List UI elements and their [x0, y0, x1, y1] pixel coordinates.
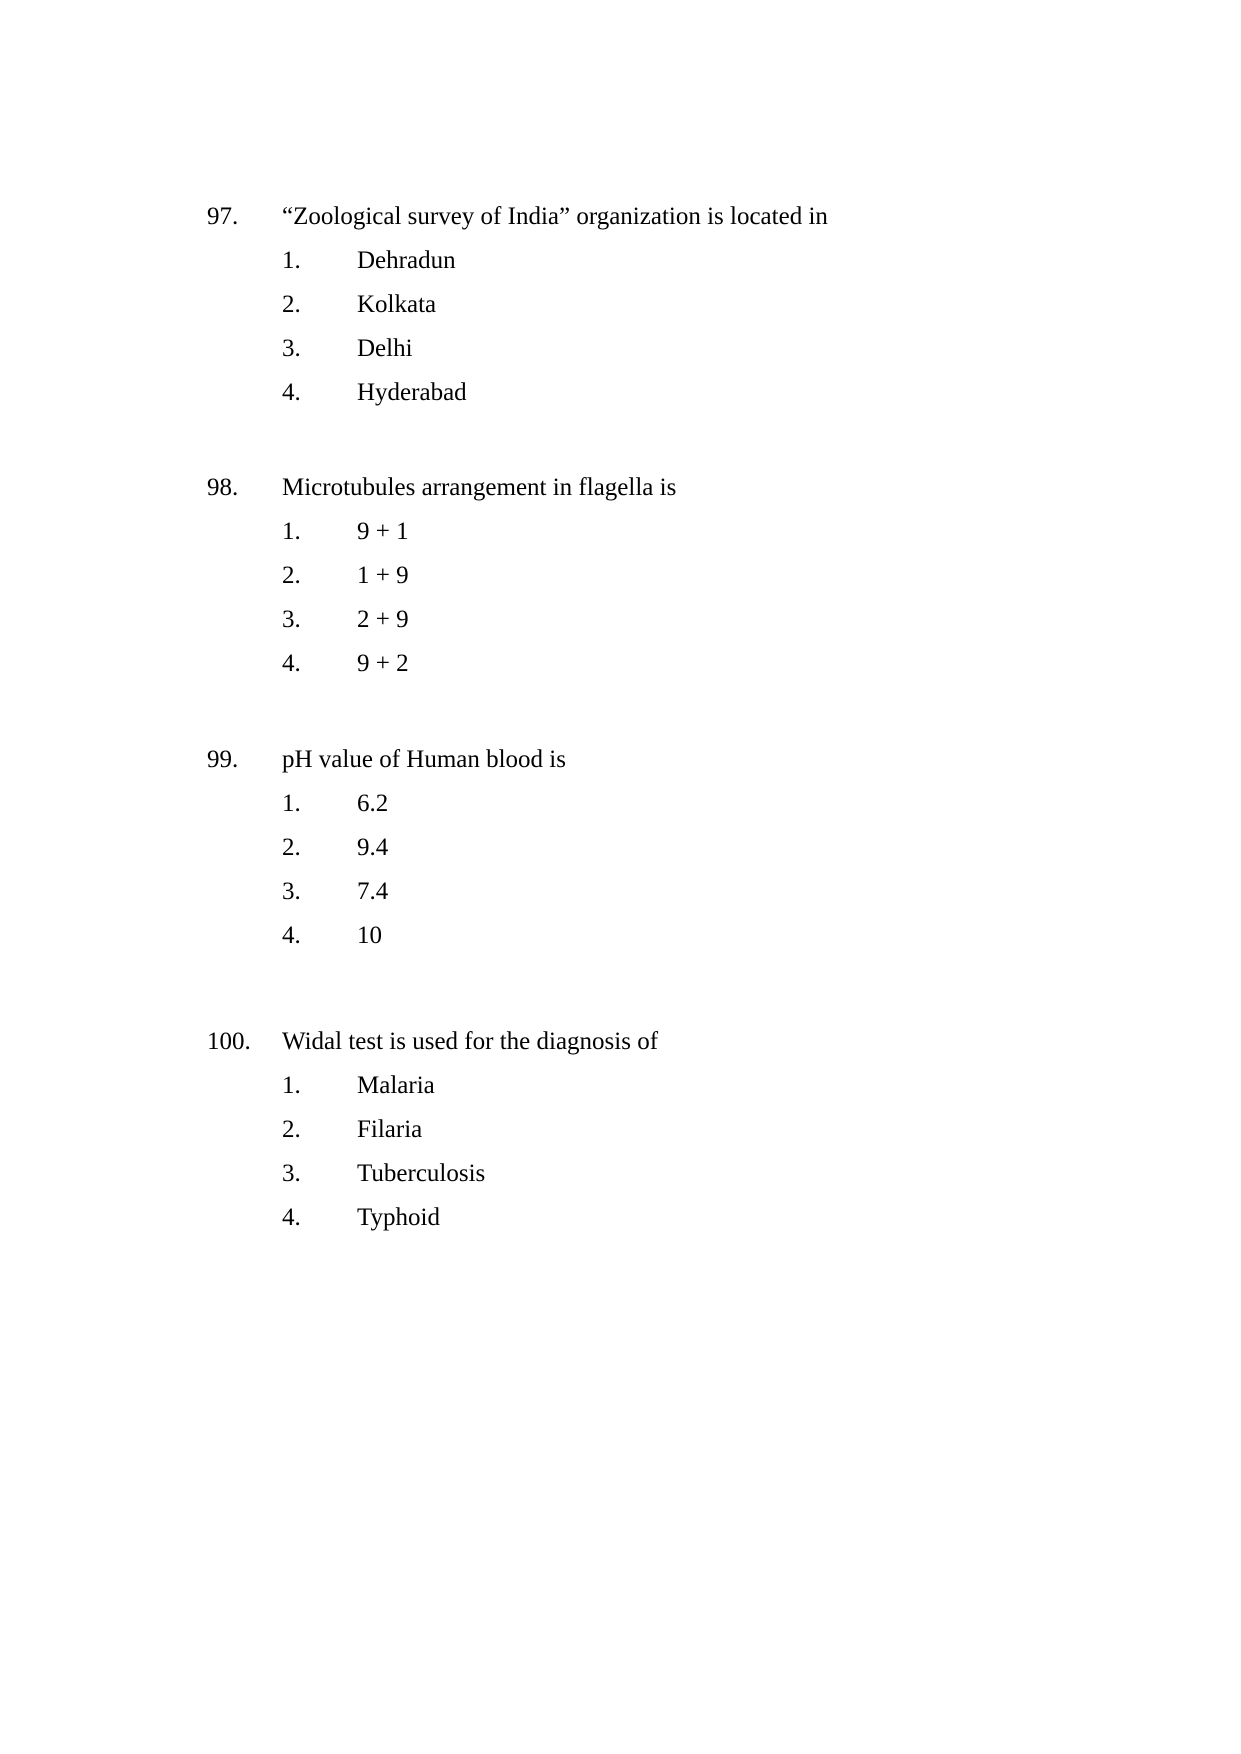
question-text: “Zoological survey of India” organization is located in [282, 203, 828, 230]
option-number: 3. [282, 878, 301, 905]
question-100 [0, 1027, 1241, 1247]
question-text: Widal test is used for the diagnosis of [282, 1028, 659, 1055]
option-number: 2. [282, 1116, 301, 1143]
option-text: Delhi [357, 335, 413, 362]
option-number: 1. [282, 790, 301, 817]
option-item [0, 789, 1241, 819]
question-number: 100. [207, 1028, 251, 1055]
option-number: 4. [282, 650, 301, 677]
option-item [0, 1203, 1241, 1233]
question-number: 99. [207, 746, 239, 773]
option-number: 4. [282, 379, 301, 406]
option-list [0, 517, 1241, 679]
question-header [0, 745, 1241, 775]
option-item [0, 334, 1241, 364]
question-header [0, 473, 1241, 503]
question-number: 97. [207, 203, 239, 230]
option-text: Tuberculosis [357, 1160, 486, 1187]
option-list [0, 246, 1241, 408]
option-text: 2 + 9 [357, 606, 409, 633]
option-item [0, 246, 1241, 276]
option-number: 3. [282, 606, 301, 633]
option-item [0, 1071, 1241, 1101]
option-number: 1. [282, 518, 301, 545]
option-item [0, 1159, 1241, 1189]
option-text: Kolkata [357, 291, 437, 318]
option-number: 2. [282, 562, 301, 589]
option-number: 1. [282, 1072, 301, 1099]
question-text: Microtubules arrangement in flagella is [282, 474, 677, 501]
option-item [0, 649, 1241, 679]
option-text: 9 + 2 [357, 650, 409, 677]
question-98 [0, 473, 1241, 693]
option-text: Hyderabad [357, 379, 467, 406]
question-99 [0, 745, 1241, 965]
option-item [0, 921, 1241, 951]
option-item [0, 290, 1241, 320]
option-text: 1 + 9 [357, 562, 409, 589]
option-list [0, 1071, 1241, 1233]
option-number: 4. [282, 922, 301, 949]
option-text: Dehradun [357, 247, 456, 274]
option-text: 6.2 [357, 790, 389, 817]
question-text: pH value of Human blood is [282, 746, 566, 773]
option-item [0, 877, 1241, 907]
option-text: 9.4 [357, 834, 389, 861]
question-header [0, 202, 1241, 232]
option-number: 4. [282, 1204, 301, 1231]
option-text: 10 [357, 922, 382, 949]
option-item [0, 517, 1241, 547]
option-text: Typhoid [357, 1204, 440, 1231]
option-number: 2. [282, 291, 301, 318]
option-item [0, 561, 1241, 591]
question-97 [0, 202, 1241, 422]
option-item [0, 833, 1241, 863]
option-number: 3. [282, 335, 301, 362]
option-item [0, 605, 1241, 635]
option-text: 7.4 [357, 878, 389, 905]
option-number: 3. [282, 1160, 301, 1187]
option-text: 9 + 1 [357, 518, 409, 545]
question-number: 98. [207, 474, 239, 501]
option-number: 1. [282, 247, 301, 274]
option-item [0, 378, 1241, 408]
option-text: Filaria [357, 1116, 423, 1143]
option-text: Malaria [357, 1072, 435, 1099]
option-item [0, 1115, 1241, 1145]
question-header [0, 1027, 1241, 1057]
option-list [0, 789, 1241, 951]
option-number: 2. [282, 834, 301, 861]
